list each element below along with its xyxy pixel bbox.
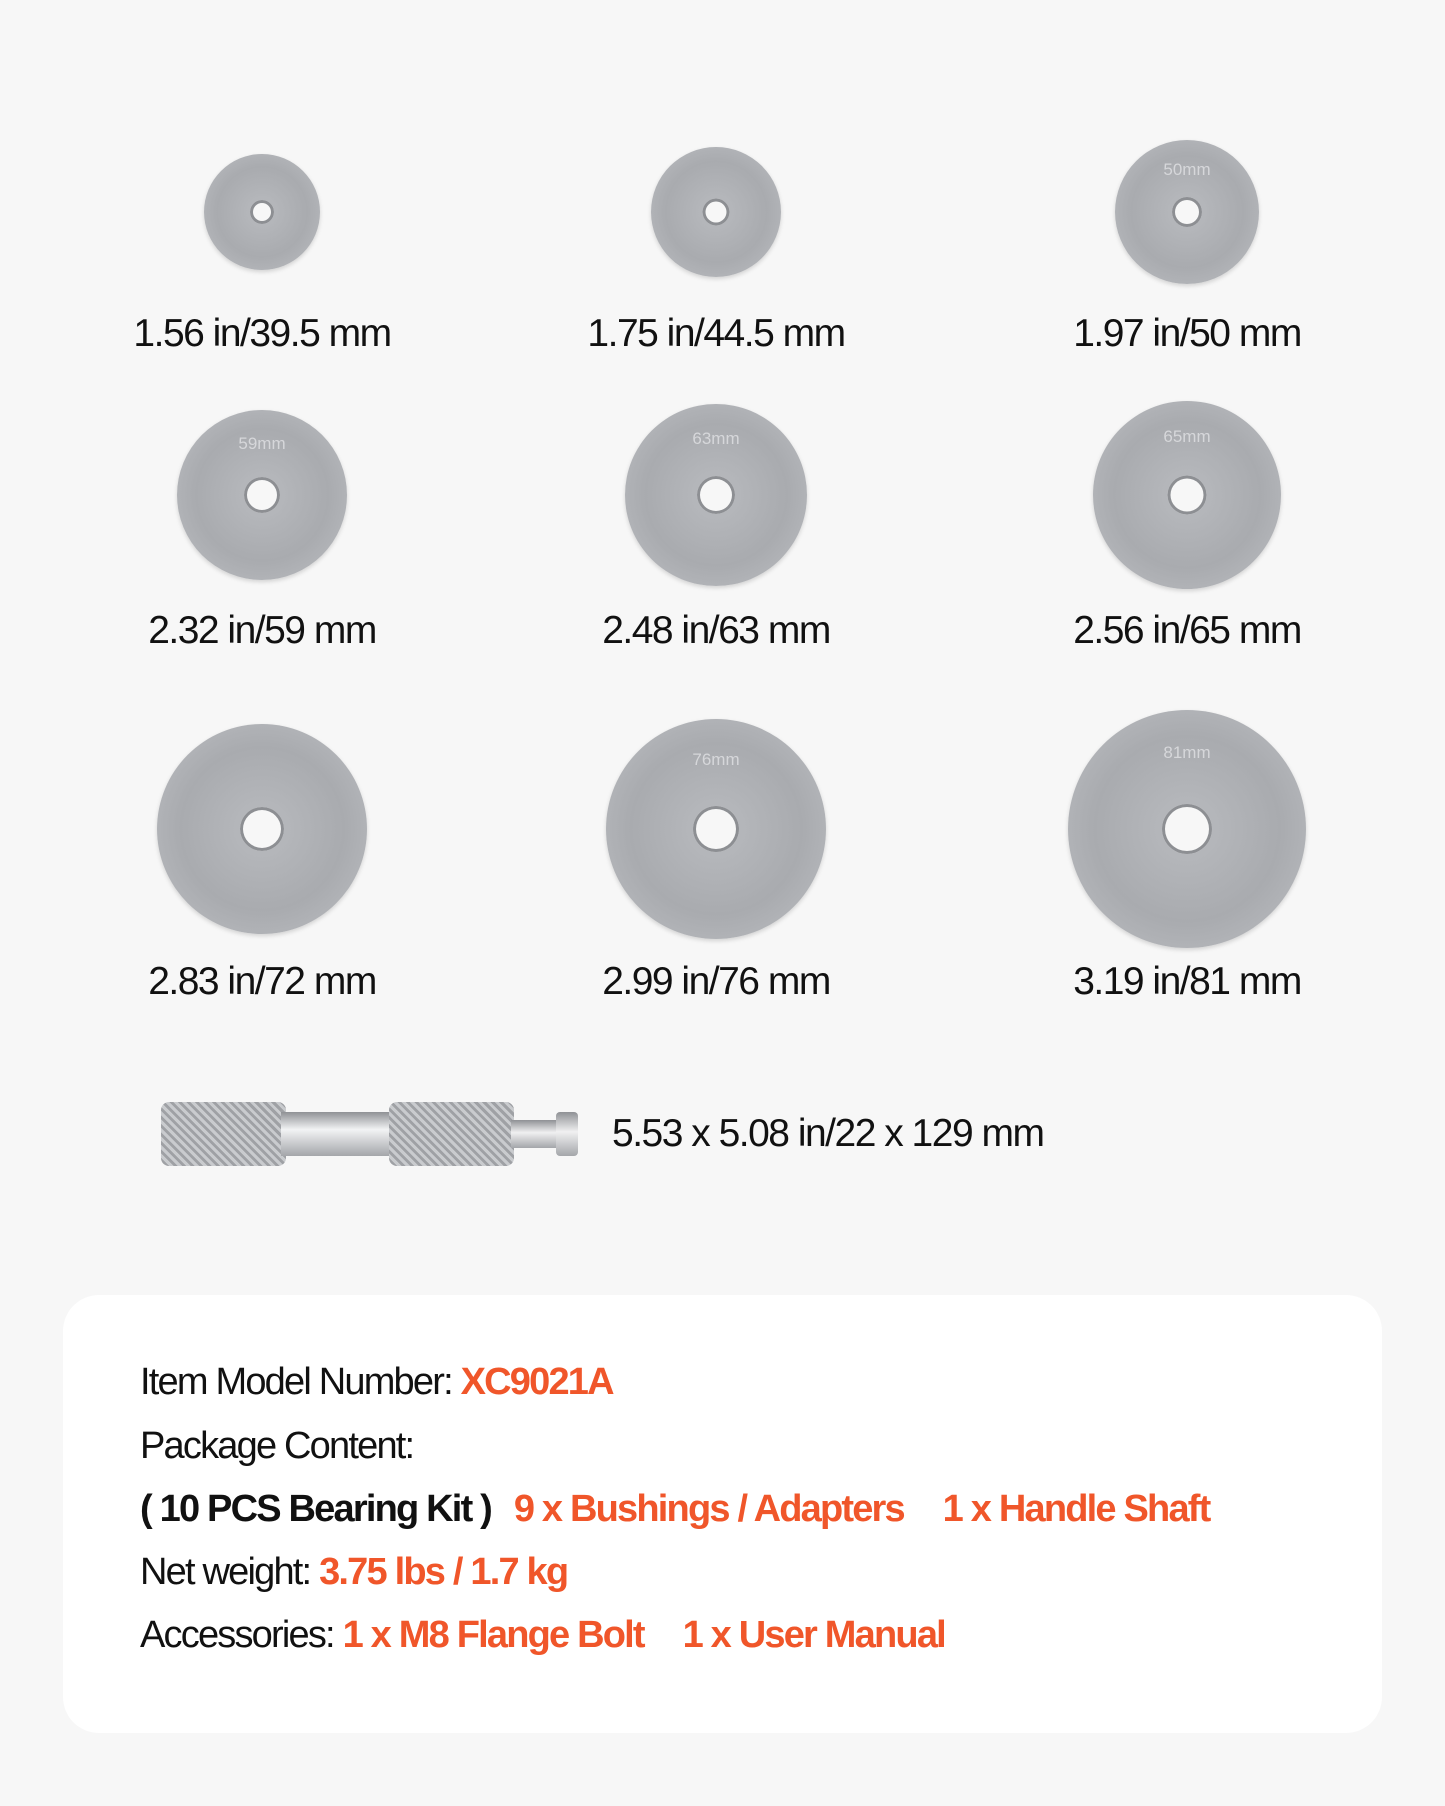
disc-engraving: 63mm <box>692 429 740 448</box>
kit-label: ( 10 PCS Bearing Kit ) <box>140 1488 492 1530</box>
disc-hole <box>240 807 284 851</box>
disc-engraving: 50mm <box>1163 160 1211 179</box>
bushing-disc <box>651 147 781 277</box>
handle-shaft-image <box>161 1102 581 1166</box>
bushing-disc <box>625 404 807 586</box>
bushing-size-label: 1.97 in/50 mm <box>1073 312 1301 355</box>
weight-label: Net weight: <box>140 1551 311 1593</box>
bushing-size-label: 1.56 in/39.5 mm <box>133 312 391 355</box>
accessories-label: Accessories: <box>140 1614 334 1656</box>
bushing-size-label: 2.32 in/59 mm <box>148 609 376 652</box>
model-line <box>140 1361 613 1404</box>
kit-line <box>140 1488 1210 1531</box>
bushing-size-label: 3.19 in/81 mm <box>1073 960 1301 1003</box>
bushing-size-label: 2.99 in/76 mm <box>602 960 830 1003</box>
spec-card <box>63 1295 1382 1733</box>
disc-hole <box>1172 197 1202 227</box>
weight-value: 3.75 lbs / 1.7 kg <box>319 1551 568 1593</box>
package-line <box>140 1425 413 1468</box>
bushing-disc <box>1093 401 1281 589</box>
knurled-grip <box>161 1102 286 1166</box>
bushing-disc <box>204 154 320 270</box>
flange-bolt <box>556 1112 578 1156</box>
model-value: XC9021A <box>460 1361 613 1403</box>
disc-engraving: 76mm <box>692 750 740 769</box>
bushing-disc <box>177 410 347 580</box>
disc-hole <box>250 200 274 224</box>
bushing-size-label: 2.83 in/72 mm <box>148 960 376 1003</box>
shaft-tip <box>511 1120 561 1148</box>
bushing-disc <box>1115 140 1259 284</box>
kit-item: 1 x Handle Shaft <box>942 1488 1210 1530</box>
disc-engraving: 81mm <box>1163 743 1211 762</box>
bushing-size-label: 2.56 in/65 mm <box>1073 609 1301 652</box>
bushing-disc <box>1068 710 1306 948</box>
disc-hole <box>693 806 739 852</box>
disc-hole <box>244 477 280 513</box>
accessory-item: 1 x M8 Flange Bolt <box>342 1614 644 1656</box>
disc-hole <box>1162 804 1212 854</box>
bushing-disc <box>606 719 826 939</box>
bushing-size-label: 2.48 in/63 mm <box>602 609 830 652</box>
knurled-grip <box>389 1102 514 1166</box>
bushing-size-label: 1.75 in/44.5 mm <box>587 312 845 355</box>
kit-item: 9 x Bushings / Adapters <box>513 1488 904 1530</box>
disc-engraving: 65mm <box>1163 427 1211 446</box>
bushing-disc <box>157 724 367 934</box>
weight-line <box>140 1551 567 1594</box>
package-label: Package Content: <box>140 1425 414 1467</box>
handle-shaft-size: 5.53 x 5.08 in/22 x 129 mm <box>612 1112 1044 1155</box>
disc-hole <box>697 476 735 514</box>
model-label: Item Model Number: <box>140 1361 452 1403</box>
disc-hole <box>1168 476 1207 515</box>
accessory-item: 1 x User Manual <box>682 1614 945 1656</box>
disc-engraving: 59mm <box>238 434 286 453</box>
accessories-line <box>140 1614 945 1657</box>
disc-hole <box>703 199 730 226</box>
